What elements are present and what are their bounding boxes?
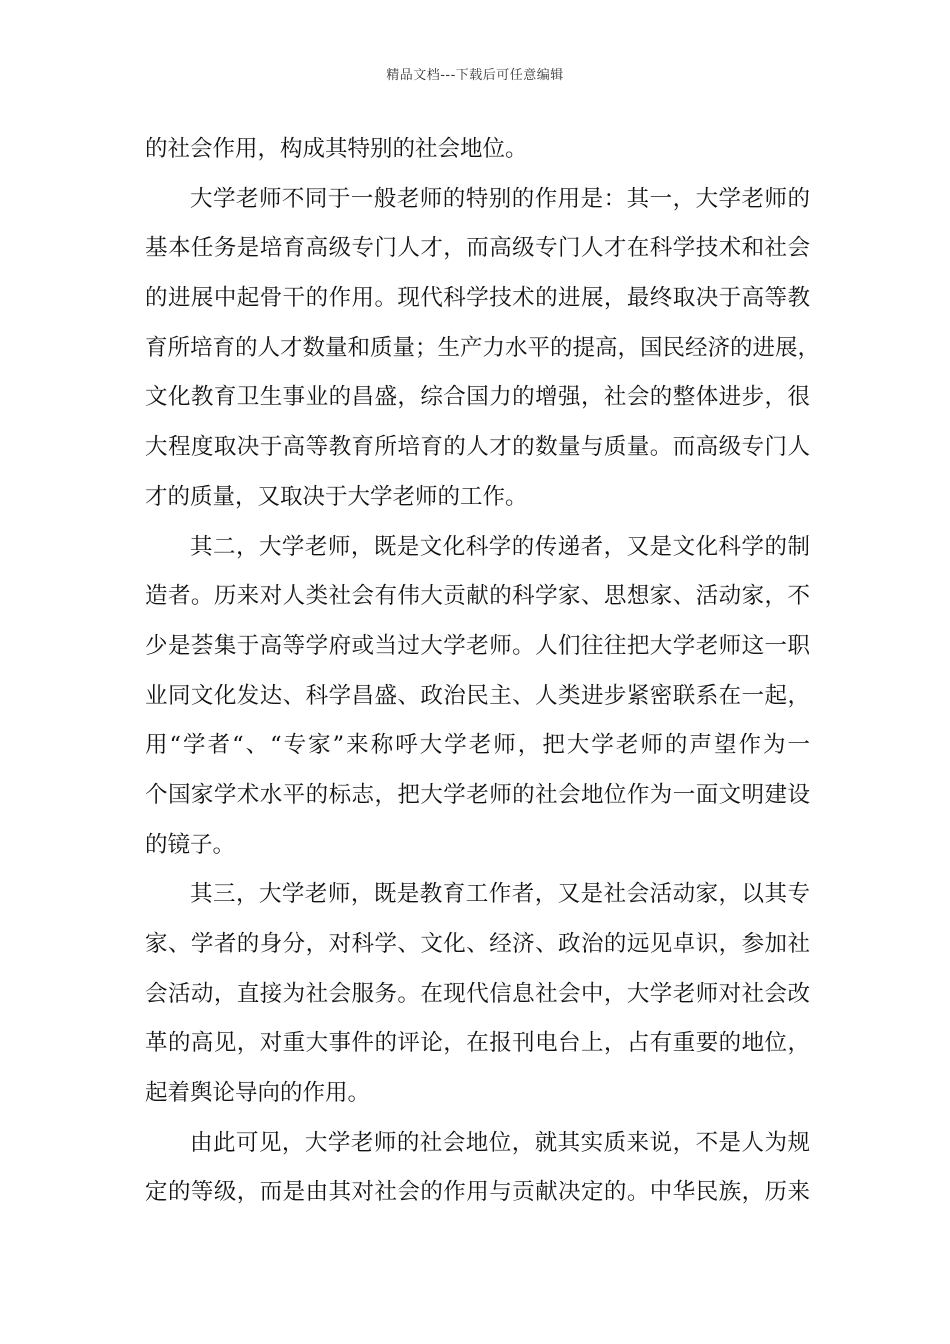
text-line: 用“学者“、“专家”来称呼大学老师，把大学老师的声望作为一 (145, 732, 810, 759)
text-line: 起着舆论导向的作用。 (145, 1080, 371, 1107)
text-line: 其二，大学老师，既是文化科学的传递者，又是文化科学的制 (190, 533, 810, 560)
text-line: 会活动，直接为社会服务。在现代信息社会中，大学老师对社会改 (145, 980, 810, 1007)
text-line: 基本任务是培育高级专门人才，而高级专门人才在科学技术和社会 (145, 235, 810, 262)
page-header: 精品文档---下载后可任意编辑 (386, 68, 564, 83)
text-line: 的社会作用，构成其特别的社会地位。 (145, 136, 528, 162)
text-line: 家、学者的身分，对科学、文化、经济、政治的远见卓识，参加社 (145, 931, 810, 957)
text-line: 育所培育的人才数量和质量；生产力水平的提高，国民经济的进展， (145, 334, 821, 361)
text-line: 才的质量，又取决于大学老师的工作。 (145, 483, 528, 510)
text-line: 由此可见，大学老师的社会地位，就其实质来说，不是人为规 (190, 1129, 810, 1156)
text-line: 造者。历来对人类社会有伟大贡献的科学家、思想家、活动家，不 (145, 583, 810, 610)
text-line: 大程度取决于高等教育所培育的人才的数量与质量。而高级专门人 (145, 434, 810, 461)
text-line: 文化教育卫生事业的昌盛，综合国力的增强，社会的整体进步，很 (145, 384, 810, 411)
text-line: 定的等级，而是由其对社会的作用与贡献决定的。中华民族，历来 (145, 1179, 810, 1206)
text-line: 其三，大学老师，既是教育工作者，又是社会活动家，以其专 (190, 881, 810, 908)
text-line: 业同文化发达、科学昌盛、政治民主、人类进步紧密联系在一起， (145, 682, 810, 709)
text-line: 少是荟集于高等学府或当过大学老师。人们往往把大学老师这一职 (145, 632, 810, 659)
text-line: 的镜子。 (145, 831, 236, 858)
text-line: 的进展中起骨干的作用。现代科学技术的进展，最终取决于高等教 (145, 285, 810, 312)
document-body (145, 125, 821, 1218)
text-line: 大学老师不同于一般老师的特别的作用是：其一，大学老师的 (190, 185, 810, 212)
text-line: 革的高见，对重大事件的评论，在报刊电台上，占有重要的地位， (145, 1030, 810, 1057)
text-line: 个国家学术水平的标志，把大学老师的社会地位作为一面文明建设 (145, 781, 810, 808)
